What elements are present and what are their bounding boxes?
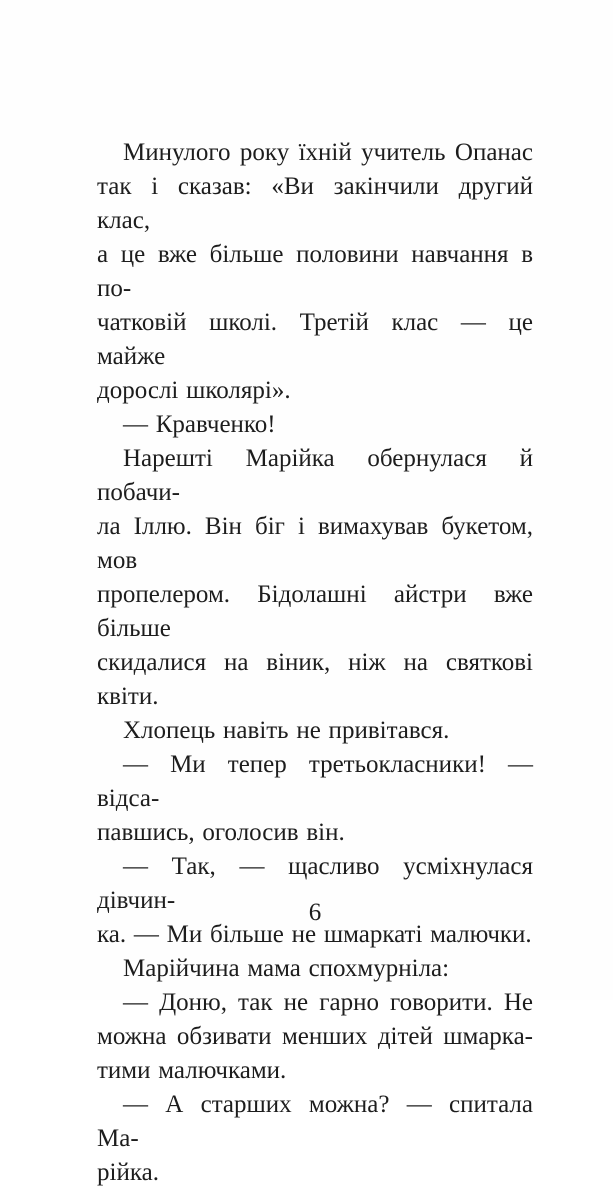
paragraph (97, 1088, 533, 1190)
text-line: можна обзивати менших дітей шмарка- (97, 1023, 533, 1050)
text-line: рійка. (97, 1159, 159, 1186)
paragraph (97, 442, 533, 714)
page-number: 6 (308, 899, 322, 926)
paragraph (97, 136, 533, 408)
text-line: скидалися на віник, ніж на святкові квіти. (97, 649, 533, 710)
paragraph (97, 714, 533, 748)
text-line: — Ми тепер третьокласники! — відса- (97, 751, 533, 812)
text-line: а це вже більше половини навчання в по- (97, 241, 533, 302)
text-line: павшись, оголосив він. (97, 819, 345, 846)
text-line: — Доню, так не гарно говорити. Не (123, 989, 533, 1016)
text-line: чатковій школі. Третій клас — це майже (97, 309, 533, 370)
text-line: так і сказав: «Ви закінчили другий клас, (97, 173, 533, 234)
text-line: Хлопець навіть не привітався. (123, 717, 450, 744)
text-line: — Так, — щасливо усміхнулася дівчин- (97, 853, 533, 914)
body-text (97, 136, 533, 1190)
text-line: — Кравченко! (123, 411, 276, 438)
text-line: ла Іллю. Він біг і вимахував букетом, мов (97, 513, 533, 574)
text-line: ка. — Ми більше не шмаркаті малючки. (97, 921, 532, 948)
text-line: Марійчина мама спохмурніла: (123, 955, 450, 982)
text-line: пропелером. Бідолашні айстри вже більше (97, 581, 533, 642)
text-line: дорослі школярі». (97, 377, 291, 404)
paragraph (97, 952, 533, 986)
paragraph (97, 748, 533, 850)
text-line: тими малючками. (97, 1057, 287, 1084)
paragraph (97, 986, 533, 1088)
text-line: — А старших можна? — спитала Ма- (97, 1091, 533, 1152)
text-line: Минулого року їхній учитель Опанас (123, 139, 533, 166)
text-line: Нарешті Марійка обернулася й побачи- (97, 445, 533, 506)
paragraph (97, 408, 533, 442)
